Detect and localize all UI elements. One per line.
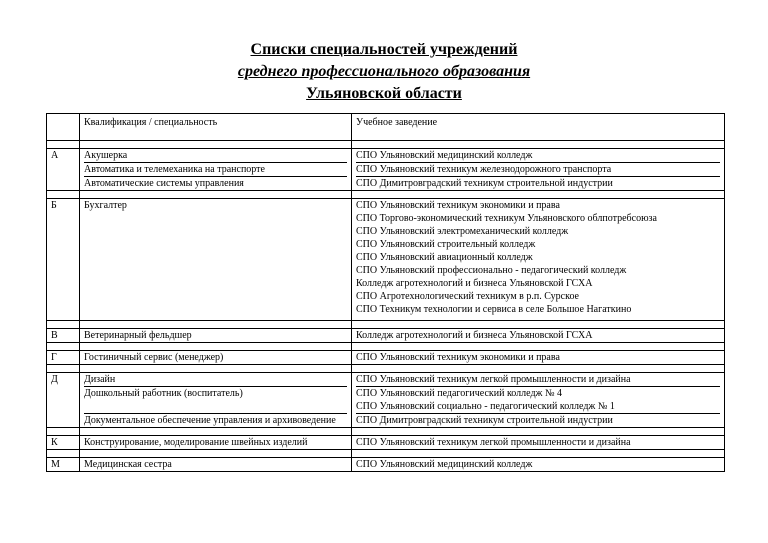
table-header-row xyxy=(47,114,725,141)
institution-item: СПО Ульяновский социально - педагогический колледж № 1 xyxy=(356,400,720,414)
institution-item: СПО Техникум технологии и сервиса в селе Большое Нагаткино xyxy=(356,304,632,315)
group-letter-g: Г xyxy=(47,351,80,365)
institution-item: СПО Агротехнологический техникум в р.п. Сурское xyxy=(356,291,579,302)
specialties-table xyxy=(46,113,725,472)
spacer-row xyxy=(47,191,725,199)
institution-item: СПО Димитровградский техникум строительной индустрии xyxy=(356,178,613,189)
qualification-cell xyxy=(80,199,352,321)
document-title-line-3: Ульяновской области xyxy=(306,85,462,102)
qualification-item: Акушерка xyxy=(84,149,347,163)
institution-cell: СПО Ульяновский техникум легкой промышленности и дизайна xyxy=(352,436,725,450)
qualification-item: Автоматические системы управления xyxy=(84,178,244,189)
spacer-row xyxy=(47,321,725,329)
qualification-cell: Конструирование, моделирование швейных изделий xyxy=(80,436,352,450)
institution-item: СПО Ульяновский медицинский колледж xyxy=(356,149,720,163)
institution-cell xyxy=(352,149,725,191)
qualification-item: Автоматика и телемеханика на транспорте xyxy=(84,163,347,177)
document-title-line-1: Списки специальностей учреждений xyxy=(250,41,518,58)
spacer-row xyxy=(47,141,725,149)
institution-item: СПО Ульяновский техникум легкой промышленности и дизайна xyxy=(356,373,720,387)
group-letter-a: А xyxy=(47,149,80,191)
table-row-group-g xyxy=(47,351,725,365)
table-row-group-k xyxy=(47,436,725,450)
institution-item: СПО Ульяновский профессионально - педагогический колледж xyxy=(356,265,627,276)
table-row-group-m xyxy=(47,458,725,472)
header-qualification: Квалификация / специальность xyxy=(80,114,352,141)
spacer-row xyxy=(47,450,725,458)
group-letter-v: В xyxy=(47,329,80,343)
table-row-group-d xyxy=(47,373,725,428)
header-letter xyxy=(47,114,80,141)
institution-cell xyxy=(352,199,725,321)
institution-cell xyxy=(352,373,725,428)
institution-item: Колледж агротехнологий и бизнеса Ульяновской ГСХА xyxy=(356,278,593,289)
cell-padding xyxy=(356,316,720,320)
qualification-item: Бухгалтер xyxy=(84,200,127,211)
institution-item: СПО Ульяновский строительный колледж xyxy=(356,239,536,250)
spacer-row xyxy=(47,365,725,373)
qualification-item: Дошкольный работник (воспитатель) xyxy=(84,387,347,414)
institution-item: СПО Димитровградский техникум строительной индустрии xyxy=(356,415,613,426)
qualification-cell: Ветеринарный фельдшер xyxy=(80,329,352,343)
institution-item: СПО Ульяновский электромеханический колледж xyxy=(356,226,569,237)
institution-item: СПО Ульяновский авиационный колледж xyxy=(356,252,533,263)
qualification-item: Документальное обеспечение управления и архивоведение xyxy=(84,415,336,426)
group-letter-b: Б xyxy=(47,199,80,321)
qualification-cell xyxy=(80,373,352,428)
qualification-cell: Медицинская сестра xyxy=(80,458,352,472)
qualification-item: Дизайн xyxy=(84,373,347,387)
institution-cell: Колледж агротехнологий и бизнеса Ульяновской ГСХА xyxy=(352,329,725,343)
qualification-cell: Гостиничный сервис (менеджер) xyxy=(80,351,352,365)
spacer-row xyxy=(47,428,725,436)
institution-item: СПО Торгово-экономический техникум Ульяновского облпотребсоюза xyxy=(356,213,657,224)
qualification-cell xyxy=(80,149,352,191)
table-row-group-b xyxy=(47,199,725,321)
header-institution: Учебное заведение xyxy=(352,114,725,141)
document-title-line-2: среднего профессионального образования xyxy=(237,63,531,80)
institution-item: СПО Ульяновский техникум экономики и права xyxy=(356,200,560,211)
spacer-row xyxy=(47,343,725,351)
institution-item: СПО Ульяновский педагогический колледж № 4 xyxy=(356,388,562,399)
group-letter-k: К xyxy=(47,436,80,450)
table-row-group-a xyxy=(47,149,725,191)
group-letter-m: М xyxy=(47,458,80,472)
institution-cell: СПО Ульяновский медицинский колледж xyxy=(352,458,725,472)
institution-cell: СПО Ульяновский техникум экономики и права xyxy=(352,351,725,365)
institution-item: СПО Ульяновский техникум железнодорожного транспорта xyxy=(356,163,720,177)
table-row-group-v xyxy=(47,329,725,343)
group-letter-d: Д xyxy=(47,373,80,428)
